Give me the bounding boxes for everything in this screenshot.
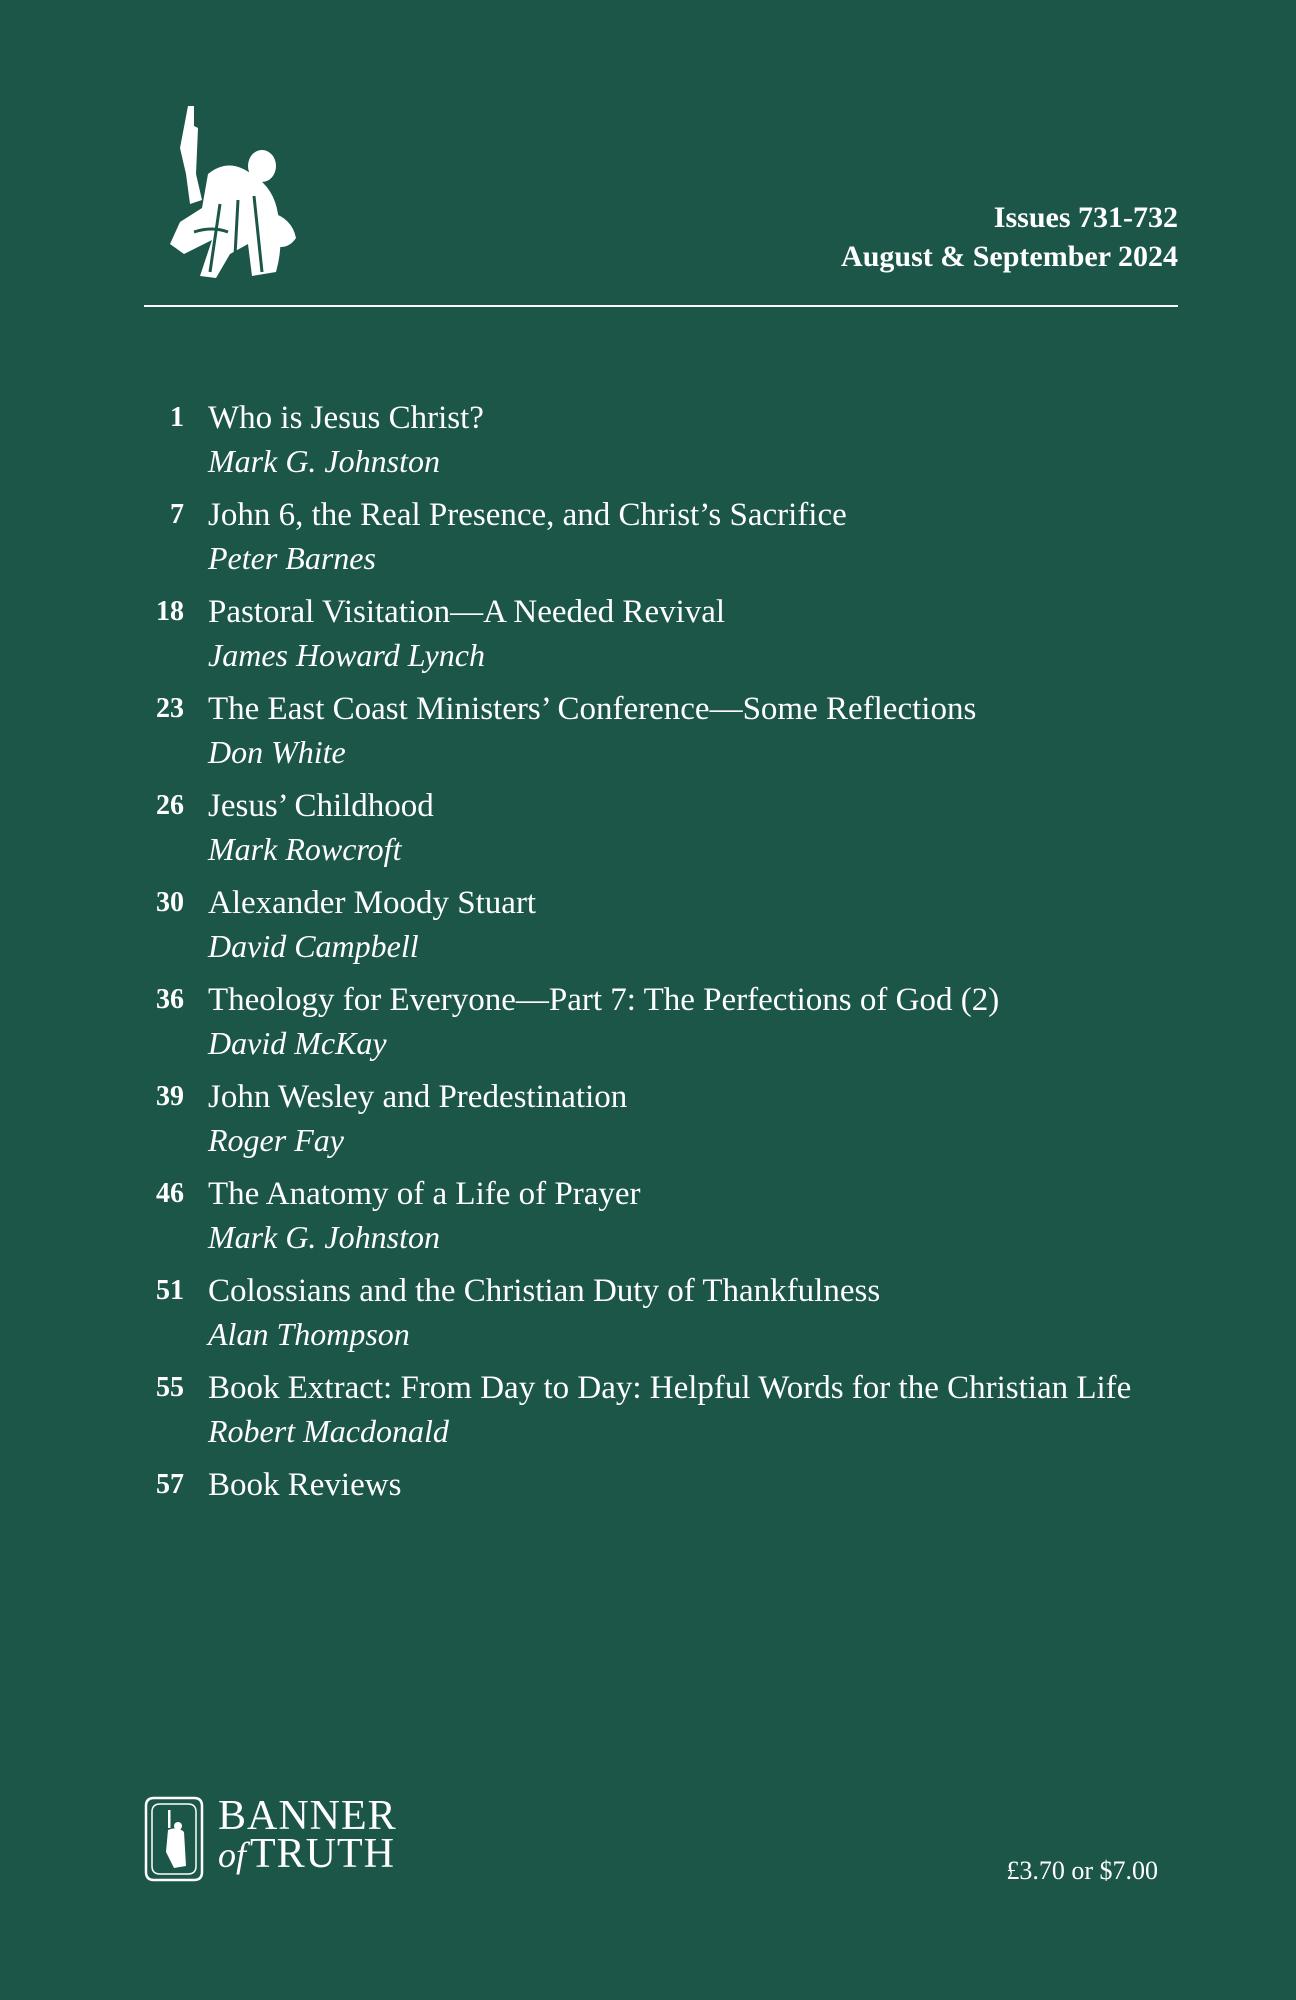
toc-author: Don White — [208, 734, 346, 770]
toc-page-number: 57 — [156, 1469, 184, 1500]
toc-author: Mark G. Johnston — [208, 443, 440, 479]
table-of-contents — [144, 396, 1244, 1517]
toc-page-number: 39 — [156, 1081, 184, 1112]
toc-entry[interactable] — [144, 881, 1244, 968]
toc-title: Book Extract: From Day to Day: Helpful Words for the Christian Life — [208, 1370, 1132, 1406]
publisher-logo — [144, 1792, 397, 1882]
toc-title: Alexander Moody Stuart — [208, 885, 537, 921]
toc-author: Alan Thompson — [208, 1316, 410, 1352]
toc-author: Mark Rowcroft — [208, 831, 402, 867]
toc-title: Colossians and the Christian Duty of Thankfulness — [208, 1273, 881, 1309]
toc-page-number: 51 — [156, 1275, 184, 1306]
toc-page-number: 46 — [156, 1178, 184, 1209]
toc-title: Jesus’ Childhood — [208, 788, 434, 824]
header-divider — [144, 305, 1178, 307]
toc-entry[interactable] — [144, 784, 1244, 871]
toc-entry[interactable] — [144, 1269, 1244, 1356]
toc-page-number: 7 — [170, 499, 184, 530]
toc-entry[interactable] — [144, 978, 1244, 1065]
preacher-figure-icon — [150, 104, 300, 280]
toc-author: Mark G. Johnston — [208, 1219, 440, 1255]
brand-line-of: of — [218, 1834, 247, 1875]
toc-title: Book Reviews — [208, 1467, 402, 1503]
toc-author: Roger Fay — [208, 1122, 344, 1158]
toc-entry[interactable] — [144, 1366, 1244, 1453]
toc-entry[interactable] — [144, 493, 1244, 580]
toc-author: David McKay — [208, 1025, 387, 1061]
toc-page-number: 36 — [156, 984, 184, 1015]
toc-author: Robert Macdonald — [208, 1413, 449, 1449]
toc-title: Who is Jesus Christ? — [208, 400, 484, 436]
toc-title: The East Coast Ministers’ Conference—Some Reflections — [208, 691, 977, 727]
toc-page-number: 30 — [156, 887, 184, 918]
toc-entry[interactable] — [144, 1463, 1244, 1507]
issue-info — [841, 198, 1178, 276]
toc-title: John Wesley and Predestination — [208, 1079, 628, 1115]
brand-line-banner: BANNER — [218, 1792, 397, 1839]
brand-line-truth: TRUTH — [250, 1830, 396, 1877]
toc-entry[interactable] — [144, 590, 1244, 677]
toc-entry[interactable] — [144, 1172, 1244, 1259]
toc-page-number: 55 — [156, 1372, 184, 1403]
toc-page-number: 1 — [170, 402, 184, 433]
toc-title: Theology for Everyone—Part 7: The Perfections of God (2) — [208, 982, 1000, 1018]
toc-author: James Howard Lynch — [208, 637, 485, 673]
banner-of-truth-badge-icon — [144, 1796, 204, 1882]
toc-title: John 6, the Real Presence, and Christ’s Sacrifice — [208, 497, 847, 533]
toc-entry[interactable] — [144, 396, 1244, 483]
toc-author: David Campbell — [208, 928, 419, 964]
issue-date: August & September 2024 — [841, 240, 1178, 273]
toc-entry[interactable] — [144, 687, 1244, 774]
toc-page-number: 26 — [156, 790, 184, 821]
price: £3.70 or $7.00 — [1006, 1856, 1158, 1885]
toc-entry[interactable] — [144, 1075, 1244, 1162]
toc-page-number: 23 — [156, 693, 184, 724]
toc-title: The Anatomy of a Life of Prayer — [208, 1176, 641, 1212]
issue-numbers: Issues 731-732 — [993, 201, 1178, 234]
toc-page-number: 18 — [156, 596, 184, 627]
toc-title: Pastoral Visitation—A Needed Revival — [208, 594, 726, 630]
brand-wordmark — [218, 1792, 397, 1882]
toc-author: Peter Barnes — [208, 540, 376, 576]
